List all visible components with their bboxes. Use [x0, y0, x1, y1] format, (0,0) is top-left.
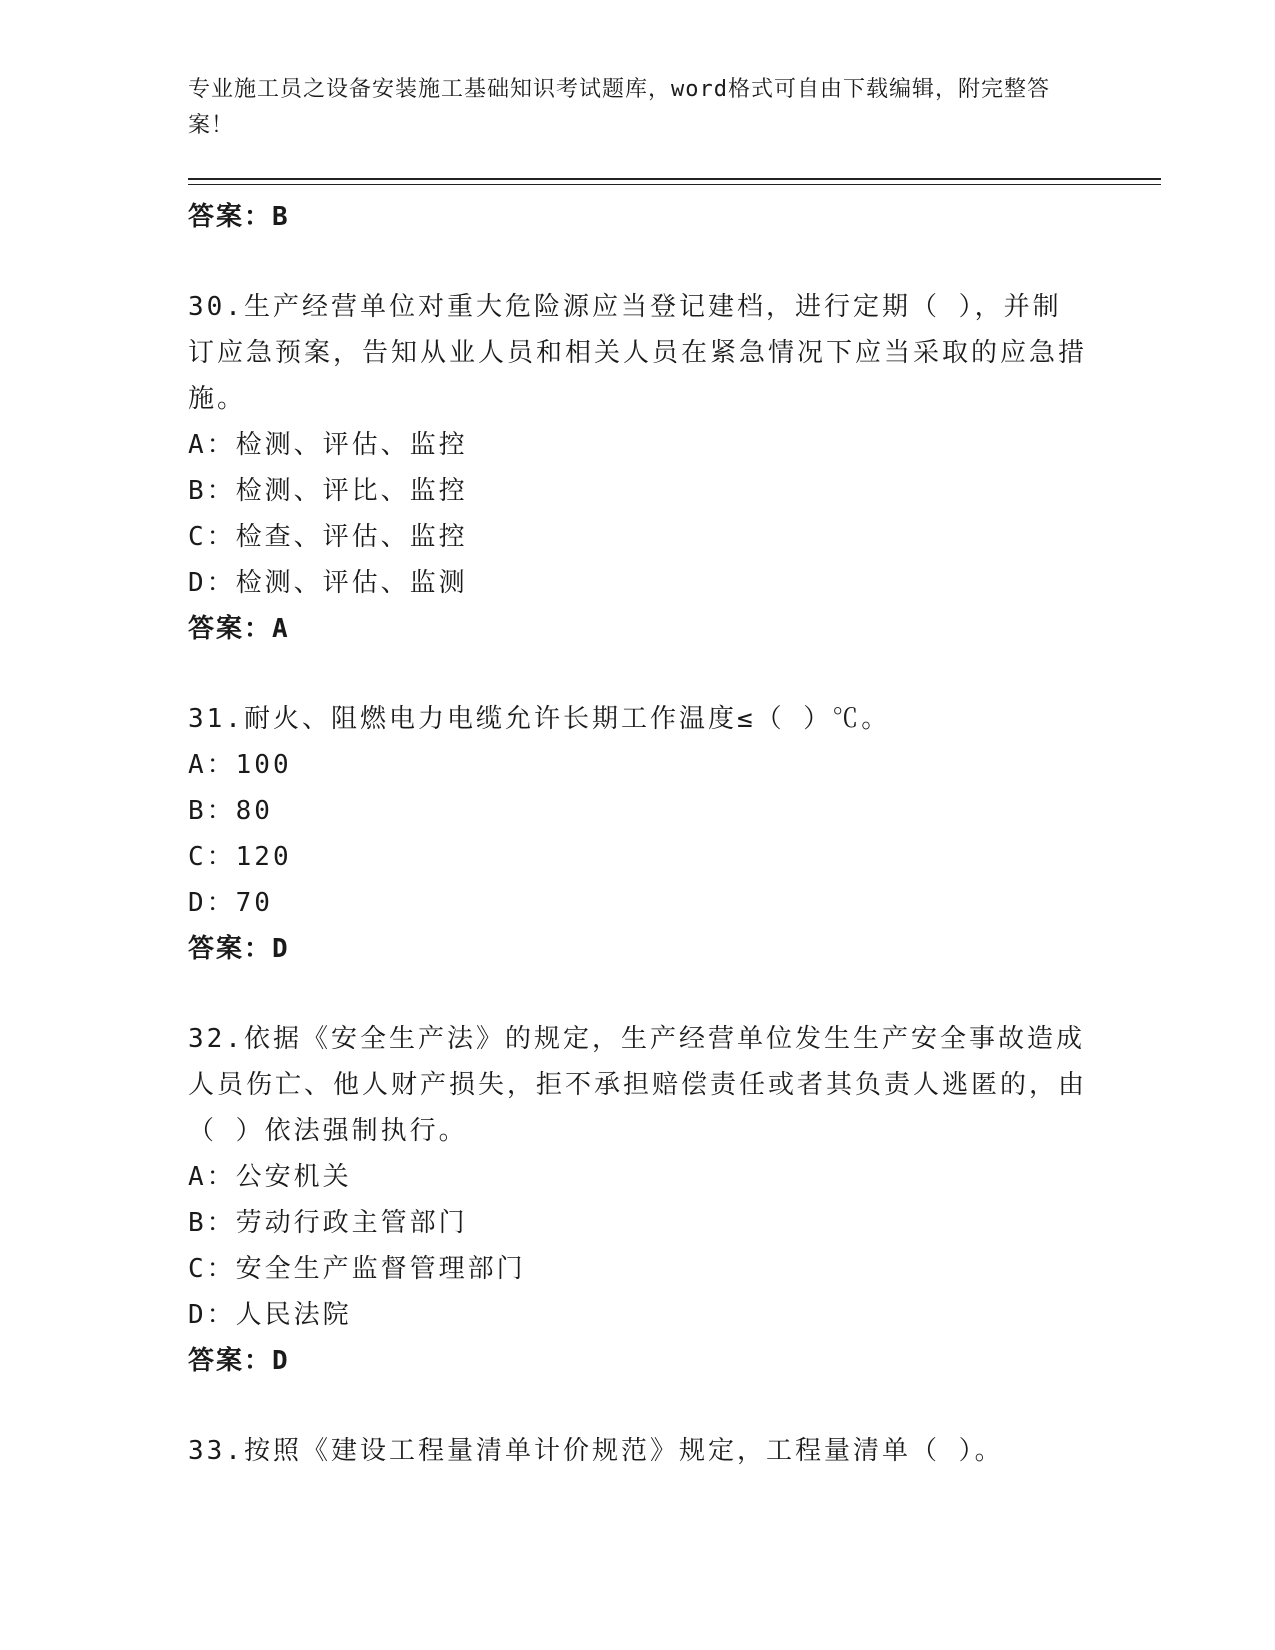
- answer-line: 答案：A: [188, 614, 290, 644]
- option-b: B：劳动行政主管部门: [188, 1208, 468, 1238]
- option-a: A：检测、评估、监控: [188, 430, 468, 460]
- answer-line: 答案：D: [188, 1346, 290, 1376]
- option-d: D：人民法院: [188, 1300, 352, 1330]
- option-d: D：检测、评估、监测: [188, 568, 468, 598]
- question-text: 32.依据《安全生产法》的规定，生产经营单位发生生产安全事故造成人员伤亡、他人财产损失，拒不承担赔偿责任或者其负责人逃匿的，由（ ）依法强制执行。: [188, 1024, 1088, 1146]
- option-a: A：公安机关: [188, 1162, 352, 1192]
- question-text: 30.生产经营单位对重大危险源应当登记建档，进行定期（ ），并制订应急预案，告知从业人员和相关人员在紧急情况下应当采取的应急措施。: [188, 292, 1088, 414]
- option-c: C：检查、评估、监控: [188, 522, 468, 552]
- question-text: 31.耐火、阻燃电力电缆允许长期工作温度≤（ ）℃。: [188, 704, 891, 734]
- page-header: 专业施工员之设备安装施工基础知识考试题库，word格式可自由下载编辑，附完整答案！: [188, 77, 1050, 138]
- option-c: C：120: [188, 842, 292, 872]
- option-d: D：70: [188, 888, 273, 918]
- option-b: B：检测、评比、监控: [188, 476, 468, 506]
- option-a: A：100: [188, 750, 292, 780]
- question-text: 33.按照《建设工程量清单计价规范》规定，工程量清单（ ）。: [188, 1436, 1004, 1466]
- answer-line: 答案：B: [188, 202, 290, 232]
- answer-line: 答案：D: [188, 934, 290, 964]
- option-c: C：安全生产监督管理部门: [188, 1254, 526, 1284]
- document-body: [188, 190, 1088, 1474]
- option-b: B：80: [188, 796, 273, 826]
- header-divider-thick: [188, 178, 1161, 180]
- header-divider-thin: [188, 184, 1161, 185]
